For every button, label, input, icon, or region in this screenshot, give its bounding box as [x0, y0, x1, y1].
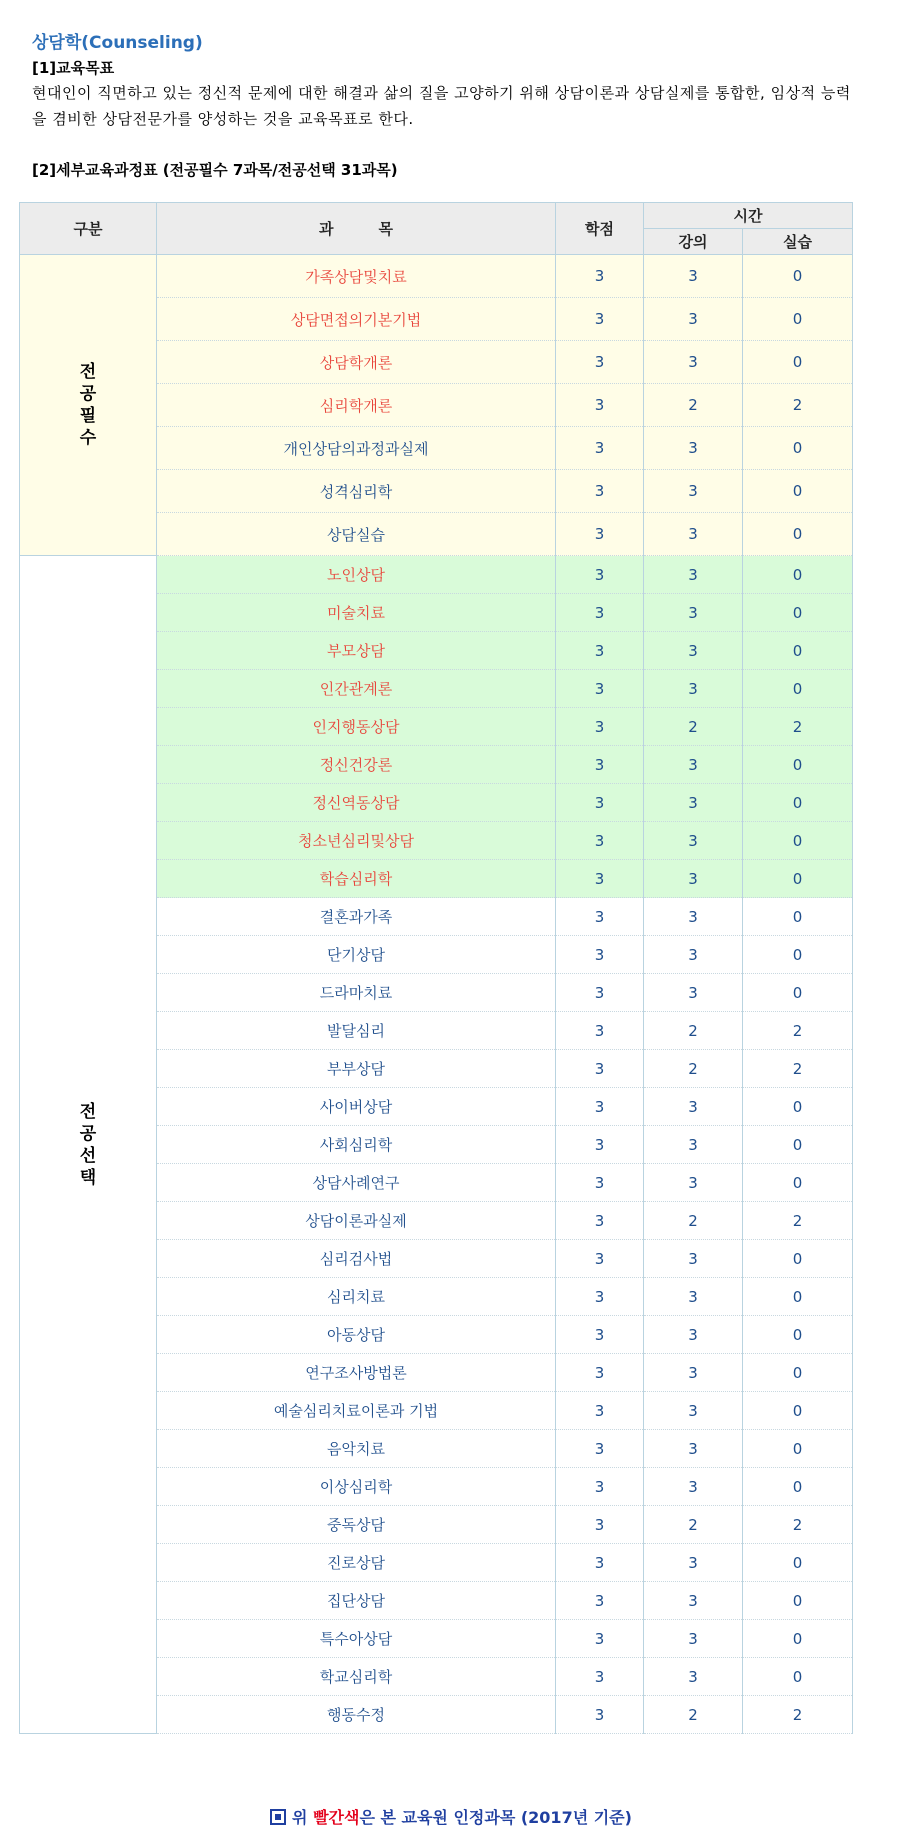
practice-cell: 0 [743, 974, 853, 1012]
subject-cell: 심리학개론 [157, 384, 556, 427]
category-label: 전 공 선 택 [79, 1101, 97, 1188]
lecture-cell: 2 [644, 1506, 743, 1544]
practice-cell: 0 [743, 1582, 853, 1620]
elective-group [20, 556, 853, 1734]
subject-cell: 상담면접의기본기법 [157, 298, 556, 341]
square-bullet-icon [270, 1809, 286, 1825]
lecture-cell: 3 [644, 556, 743, 594]
lecture-cell: 3 [644, 746, 743, 784]
subject-cell: 개인상담의과정과실제 [157, 427, 556, 470]
credit-cell: 3 [556, 746, 644, 784]
subject-cell: 특수아상담 [157, 1620, 556, 1658]
lecture-cell: 3 [644, 822, 743, 860]
subject-cell: 성격심리학 [157, 470, 556, 513]
lecture-cell: 3 [644, 594, 743, 632]
credit-cell: 3 [556, 1278, 644, 1316]
credit-cell: 3 [556, 255, 644, 298]
lecture-cell: 3 [644, 1620, 743, 1658]
subject-cell: 드라마치료 [157, 974, 556, 1012]
practice-cell: 0 [743, 936, 853, 974]
practice-cell: 2 [743, 1506, 853, 1544]
goal-heading: [1]교육목표 [32, 59, 115, 77]
credit-cell: 3 [556, 1354, 644, 1392]
note-suffix: 은 본 교육원 인정과목 (2017년 기준) [359, 1808, 632, 1827]
credit-cell: 3 [556, 594, 644, 632]
header-category: 구분 [20, 203, 157, 255]
table-row [20, 255, 853, 298]
credit-cell: 3 [556, 1658, 644, 1696]
practice-cell: 0 [743, 513, 853, 556]
credit-cell: 3 [556, 1696, 644, 1734]
practice-cell: 0 [743, 1620, 853, 1658]
lecture-cell: 3 [644, 860, 743, 898]
credit-cell: 3 [556, 513, 644, 556]
curriculum-table [19, 202, 853, 1734]
lecture-cell: 3 [644, 1164, 743, 1202]
subject-cell: 집단상담 [157, 1582, 556, 1620]
practice-cell: 0 [743, 860, 853, 898]
lecture-cell: 3 [644, 974, 743, 1012]
credit-cell: 3 [556, 974, 644, 1012]
practice-cell: 0 [743, 898, 853, 936]
subject-cell: 상담사례연구 [157, 1164, 556, 1202]
lecture-cell: 3 [644, 1430, 743, 1468]
practice-cell: 0 [743, 1240, 853, 1278]
goal-text: 현대인이 직면하고 있는 정신적 문제에 대한 해결과 삶의 질을 고양하기 위해 상담이론과 상담실제를 통합한, 임상적 능력을 겸비한 상담전문가를 양성하는 것을 교육목표로 한다. [32, 84, 851, 128]
lecture-cell: 3 [644, 427, 743, 470]
subject-cell: 상담학개론 [157, 341, 556, 384]
subject-cell: 음악치료 [157, 1430, 556, 1468]
practice-cell: 0 [743, 427, 853, 470]
practice-cell: 2 [743, 1202, 853, 1240]
practice-cell: 2 [743, 708, 853, 746]
lecture-cell: 3 [644, 1278, 743, 1316]
subject-cell: 정신역동상담 [157, 784, 556, 822]
lecture-cell: 3 [644, 1392, 743, 1430]
curriculum-heading: [2]세부교육과정표 (전공필수 7과목/전공선택 31과목) [32, 161, 398, 179]
category-cell [20, 556, 157, 1734]
practice-cell: 0 [743, 298, 853, 341]
category-label: 전 공 필 수 [79, 362, 97, 448]
lecture-cell: 2 [644, 1050, 743, 1088]
credit-cell: 3 [556, 1012, 644, 1050]
subject-cell: 단기상담 [157, 936, 556, 974]
credit-cell: 3 [556, 1392, 644, 1430]
lecture-cell: 3 [644, 1088, 743, 1126]
credit-cell: 3 [556, 1050, 644, 1088]
credit-cell: 3 [556, 1316, 644, 1354]
document [32, 30, 852, 182]
practice-cell: 0 [743, 1658, 853, 1696]
practice-cell: 0 [743, 556, 853, 594]
practice-cell: 0 [743, 1468, 853, 1506]
lecture-cell: 3 [644, 255, 743, 298]
lecture-cell: 3 [644, 1316, 743, 1354]
lecture-cell: 2 [644, 708, 743, 746]
practice-cell: 0 [743, 1392, 853, 1430]
header-time: 시간 [644, 203, 853, 229]
subject-cell: 심리치료 [157, 1278, 556, 1316]
lecture-cell: 3 [644, 1354, 743, 1392]
practice-cell: 0 [743, 470, 853, 513]
credit-cell: 3 [556, 1088, 644, 1126]
credit-cell: 3 [556, 1164, 644, 1202]
category-cell [20, 255, 157, 556]
credit-cell: 3 [556, 708, 644, 746]
practice-cell: 0 [743, 1544, 853, 1582]
practice-cell: 0 [743, 1126, 853, 1164]
lecture-cell: 3 [644, 513, 743, 556]
credit-cell: 3 [556, 1202, 644, 1240]
subject-cell: 부모상담 [157, 632, 556, 670]
table-row [20, 556, 853, 594]
credit-cell: 3 [556, 1582, 644, 1620]
credit-cell: 3 [556, 1544, 644, 1582]
lecture-cell: 3 [644, 1658, 743, 1696]
subject-cell: 아동상담 [157, 1316, 556, 1354]
practice-cell: 0 [743, 341, 853, 384]
practice-cell: 2 [743, 1050, 853, 1088]
subject-cell: 부부상담 [157, 1050, 556, 1088]
note-highlight: 빨간색 [313, 1808, 360, 1827]
subject-cell: 이상심리학 [157, 1468, 556, 1506]
lecture-cell: 2 [644, 1012, 743, 1050]
note-prefix: 위 [292, 1808, 308, 1827]
subject-cell: 정신건강론 [157, 746, 556, 784]
lecture-cell: 3 [644, 784, 743, 822]
practice-cell: 0 [743, 1354, 853, 1392]
legend-note [0, 1805, 902, 1828]
credit-cell: 3 [556, 1430, 644, 1468]
credit-cell: 3 [556, 670, 644, 708]
credit-cell: 3 [556, 898, 644, 936]
header-practice: 실습 [743, 229, 853, 255]
subject-cell: 학습심리학 [157, 860, 556, 898]
subject-cell: 상담실습 [157, 513, 556, 556]
subject-cell: 사이버상담 [157, 1088, 556, 1126]
lecture-cell: 3 [644, 936, 743, 974]
lecture-cell: 3 [644, 341, 743, 384]
subject-cell: 학교심리학 [157, 1658, 556, 1696]
subject-cell: 심리검사법 [157, 1240, 556, 1278]
subject-cell: 진로상담 [157, 1544, 556, 1582]
credit-cell: 3 [556, 427, 644, 470]
practice-cell: 0 [743, 1088, 853, 1126]
practice-cell: 0 [743, 1316, 853, 1354]
subject-cell: 가족상담및치료 [157, 255, 556, 298]
lecture-cell: 3 [644, 1468, 743, 1506]
lecture-cell: 3 [644, 898, 743, 936]
practice-cell: 0 [743, 784, 853, 822]
credit-cell: 3 [556, 860, 644, 898]
credit-cell: 3 [556, 632, 644, 670]
credit-cell: 3 [556, 341, 644, 384]
lecture-cell: 3 [644, 298, 743, 341]
credit-cell: 3 [556, 1620, 644, 1658]
header-subject: 과 목 [157, 203, 556, 255]
lecture-cell: 2 [644, 1202, 743, 1240]
credit-cell: 3 [556, 936, 644, 974]
header-lecture: 강의 [644, 229, 743, 255]
credit-cell: 3 [556, 384, 644, 427]
credit-cell: 3 [556, 470, 644, 513]
subject-cell: 인지행동상담 [157, 708, 556, 746]
credit-cell: 3 [556, 822, 644, 860]
subject-cell: 연구조사방법론 [157, 1354, 556, 1392]
subject-cell: 행동수정 [157, 1696, 556, 1734]
lecture-cell: 3 [644, 1126, 743, 1164]
practice-cell: 0 [743, 670, 853, 708]
subject-cell: 사회심리학 [157, 1126, 556, 1164]
practice-cell: 0 [743, 632, 853, 670]
credit-cell: 3 [556, 298, 644, 341]
practice-cell: 0 [743, 746, 853, 784]
practice-cell: 2 [743, 384, 853, 427]
practice-cell: 0 [743, 255, 853, 298]
practice-cell: 0 [743, 1164, 853, 1202]
credit-cell: 3 [556, 1240, 644, 1278]
credit-cell: 3 [556, 1126, 644, 1164]
subject-cell: 예술심리치료이론과 기법 [157, 1392, 556, 1430]
lecture-cell: 3 [644, 670, 743, 708]
subject-cell: 발달심리 [157, 1012, 556, 1050]
subject-cell: 결혼과가족 [157, 898, 556, 936]
practice-cell: 0 [743, 1430, 853, 1468]
page-title: 상담학(Counseling) [32, 33, 203, 53]
practice-cell: 2 [743, 1012, 853, 1050]
credit-cell: 3 [556, 784, 644, 822]
practice-cell: 2 [743, 1696, 853, 1734]
lecture-cell: 3 [644, 1582, 743, 1620]
credit-cell: 3 [556, 1468, 644, 1506]
lecture-cell: 2 [644, 1696, 743, 1734]
practice-cell: 0 [743, 822, 853, 860]
credit-cell: 3 [556, 1506, 644, 1544]
lecture-cell: 2 [644, 384, 743, 427]
practice-cell: 0 [743, 594, 853, 632]
lecture-cell: 3 [644, 470, 743, 513]
practice-cell: 0 [743, 1278, 853, 1316]
subject-cell: 상담이론과실제 [157, 1202, 556, 1240]
lecture-cell: 3 [644, 632, 743, 670]
header-credit: 학점 [556, 203, 644, 255]
required-group [20, 255, 853, 556]
subject-cell: 청소년심리및상담 [157, 822, 556, 860]
credit-cell: 3 [556, 556, 644, 594]
subject-cell: 인간관계론 [157, 670, 556, 708]
subject-cell: 미술치료 [157, 594, 556, 632]
subject-cell: 노인상담 [157, 556, 556, 594]
lecture-cell: 3 [644, 1544, 743, 1582]
lecture-cell: 3 [644, 1240, 743, 1278]
subject-cell: 중독상담 [157, 1506, 556, 1544]
